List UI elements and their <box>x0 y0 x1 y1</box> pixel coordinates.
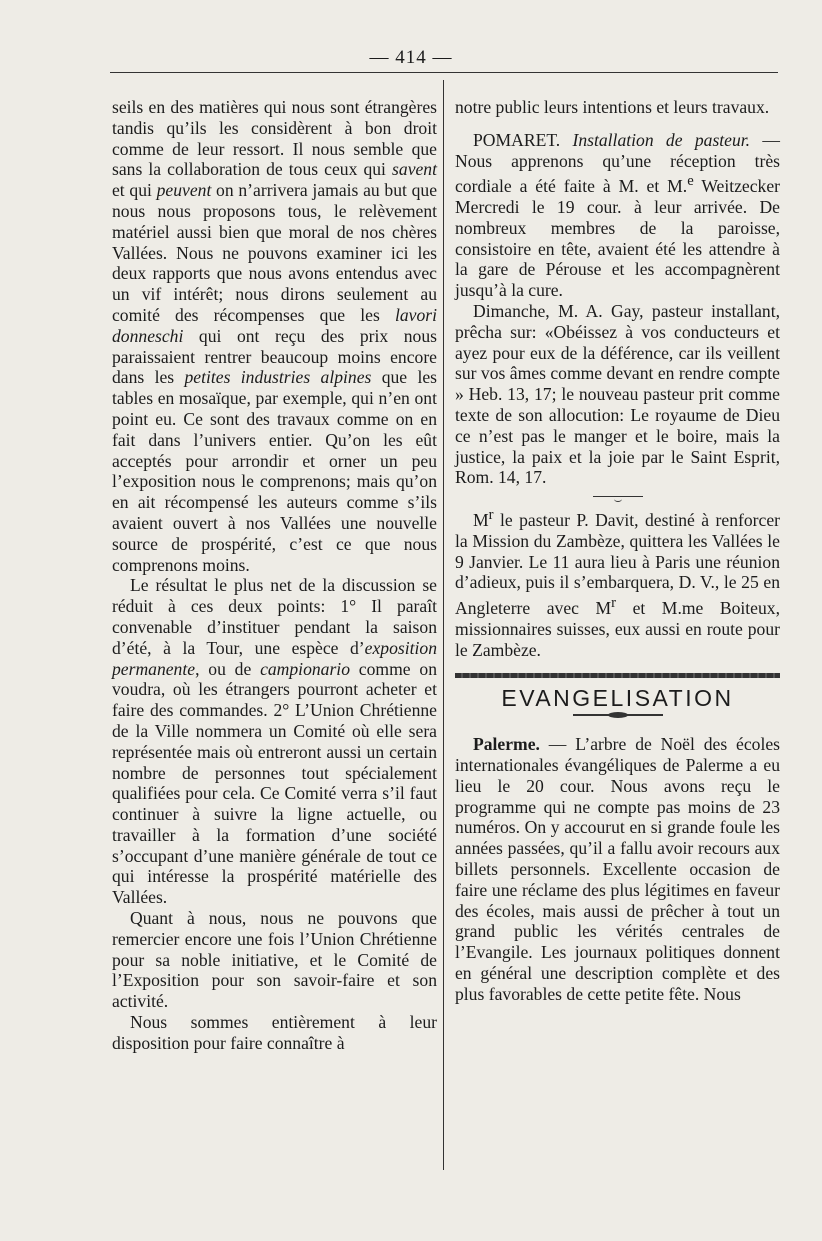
page-number: — 414 — <box>369 47 453 68</box>
right-column-continuation <box>455 97 780 118</box>
article-palerme <box>455 734 780 1004</box>
paragraph: Palerme. — L’arbre de Noël des écoles internationales évangéliques de Palerme a eu lieu le 20 cour. Nous avons reçu le programme qui ne compte pas moins de 23 numéros. On y accourut en si grande foule les années passées, qu’il a fallu avoir recours aux billets personnels. Excellente occasion de faire une réclame des plus légitimes en faveur des écoles, mais aussi de prêcher à tout un grand public les vérités centrales de l’Evangile. Les journaux politiques donnent en général une description complète et des plus favorables de cette petite fête. Nous <box>455 734 780 1004</box>
paragraph: $M^r$ le pasteur P. Davit, destiné à renforcer la Mission du Zambèze, quittera les Vallées le 9 Janvier. Le 11 aura lieu à Paris une réunion d’adieux, puis il s’embarquera, D. V., le 25 en Angleterre avec $M^r$ et M.me Boiteux, missionnaires suisses, eux aussi en route pour le Zambèze. <box>455 507 780 660</box>
left-column <box>112 97 437 1054</box>
article-pomaret <box>455 130 780 488</box>
separator-ornament <box>573 714 663 716</box>
header-rule <box>110 72 778 73</box>
paragraph: POMARET. Installation de pasteur. — Nous apprenons qu’une réception très cordiale a été faite à M. et M.$^e$ Weitzecker Mercredi le 19 cour. à leur arrivée. De nombreux membres de la paroisse, consistoire en tête, avaient été les attendre à la gare de Pérouse et les accompagnèrent jusqu’à la cure. <box>455 129 781 301</box>
paragraph: seils en des matières qui nous sont étrangères tandis qu’ils les considèrent à bon droit comme de leur ressort. Il nous semble que sans la collaboration de tous ceux qui savent et qui peuvent on n’arrivera jamais au but que nous nous proposons tous, le relèvement matériel aussi bien que moral de nos chères Vallées. Nous ne pouvons examiner ici les deux rapports que nous avons entendus avec un vif intérêt; nous dirons seulement au comité des récompenses que les lavori donneschi qui ont reçu des prix nous paraissaient rentrer beaucoup moins encore dans les petites industries alpines que les tables en mosaïque, par exemple, qui n’en ont point eu. Ce sont des travaux comme on en fait dans l’univers entier. Qu’on les eût acceptés pour arrondir et orner un peu l’exposition nous le comprenons; mais qu’on en ait récompensé les auteurs comme s’ils avaient ouvert à nos Vallées une nouvelle source de prospérité, c’est ce que nous comprenons moins. <box>112 97 438 575</box>
article-davit <box>455 505 780 660</box>
paragraph: Nous sommes entièrement à leur disposition pour faire connaître à <box>112 1012 437 1053</box>
paragraph: Quant à nous, nous ne pouvons que remercier encore une fois l’Union Chrétienne pour sa noble initiative, et le Comité de l’Exposition pour son savoir-faire et son activité. <box>112 908 437 1012</box>
paragraph: notre public leurs intentions et leurs travaux. <box>455 97 770 117</box>
separator-flourish <box>593 496 643 497</box>
right-column <box>455 97 780 1005</box>
paragraph: Dimanche, M. A. Gay, pasteur installant, prêcha sur: «Obéissez à vos conducteurs et ayez pour eux de la déférence, car ils veillent sur vos âmes comme devant en rendre compte » Heb. 13, 17; le nouveau pasteur prit comme texte de son allocution: Le royaume de Dieu ce n’est pas le manger et le boire, mais la justice, la paix et la joie par le Saint Esprit, Rom. 14, 17. <box>455 301 780 488</box>
separator-thick-rule <box>455 673 780 678</box>
column-divider <box>443 80 444 1170</box>
section-title: EVANGELISATION <box>501 684 734 711</box>
paragraph: Le résultat le plus net de la discussion se réduit à ces deux points: 1° Il paraît convenable d’instituer pendant la saison d’été, à la Tour, une espèce d’exposition permanente, ou de campionario comme on voudra, où les étrangers pourront acheter et faire des commandes. 2° L’Union Chrétienne de la Ville nommera un Comité où elle sera représentée mais où entreront aussi un certain nombre de personnes tout spécialement qualifiées pour cela. Ce Comité verra s’il faut continuer à suivre la ligne actuelle, ou travailler à la formation d’une société s’occupant d’une manière générale de tout ce qui intéresse la prospérité matérielle des Vallées. <box>112 575 437 908</box>
